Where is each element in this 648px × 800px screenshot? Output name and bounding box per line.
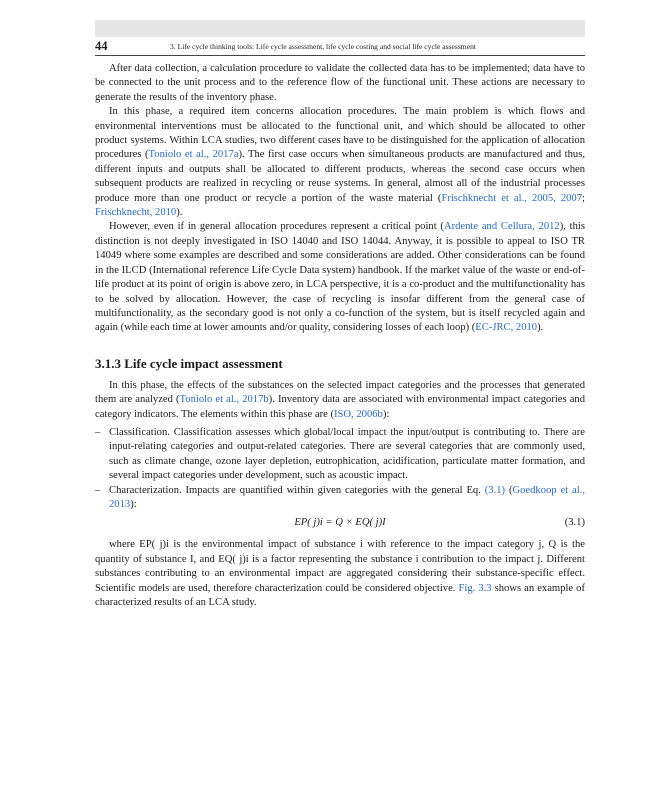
page-header	[95, 39, 585, 56]
citation-link[interactable]: Toniolo et al., 2017a	[148, 149, 239, 161]
paragraph-impact-assessment: In this phase, the effects of the substances on the selected impact categories and the processes that generated them are analyzed (Toniolo et al., 2017b). Inventory data are associated with environmental impact categories and category indicators. The elements within this phase are (ISO, 2006b):	[95, 379, 585, 420]
citation-link[interactable]: ISO, 2006b	[333, 408, 383, 420]
citation-link[interactable]: Goedkoop et al., 2013	[109, 484, 585, 510]
citation-link[interactable]: Ardente and Cellura, 2012	[443, 221, 560, 233]
page-number: 44	[95, 39, 108, 53]
citation-link[interactable]: EC-JRC, 2010	[475, 322, 538, 334]
equation-number: (3.1)	[564, 517, 585, 529]
paragraph-iso-allocation: However, even if in general allocation procedures represent a critical point (Ardente and Cellura, 2012), this distinction is not deeply investigated in ISO 14040 and ISO 14044. Anyway, it is possible to appeal to ISO TR 14049 where some examples are described and some considerations are added. Other considerations can be found in the ILCD (International reference Life Cycle Data system) handbook. If the market value of the waste or end-of-life product at its point of origin is above zero, in LCA perspective, it is a co-product and the multifunctionality has to be solved by allocation. However, the case of recycling is insofar different from the general case of multifunctionality, as the secondary good is not only a co-function of the system, but is itself recycled again and again (while each time at lower amounts and/or quality, considering losses of each loop) (EC-JRC, 2010).	[95, 221, 585, 334]
paragraph-characterization: where EP( j)i is the environmental impact of substance i with reference to the impact category j, Q is the quantity of substance I, and EQ( j)i is a factor representing the substance i contribution to the impact j. Different substances contributing to an environmental impact are aggregated considering their substance-specific effect. Scientific models are used, therefore characterization could be considered objective. Fig. 3.3 shows an example of characterized results of an LCA study.	[95, 539, 585, 608]
equation-link[interactable]: (3.1)	[484, 484, 506, 496]
element-list	[95, 426, 585, 512]
figure-link[interactable]: Fig. 3.3	[458, 582, 492, 594]
section-heading: 3.1.3 Life cycle impact assessment	[95, 355, 283, 371]
equation	[95, 513, 585, 535]
list-item-classification: – Classification. Classification assesses which global/local impact the input/output is contributing to. There are input-relating categories and output-related categories. There are several categories that are commonly used, such as climate change, ozone layer depletion, eutrophication, acidification, particulate matter formation, and several impact categories under development, such as acoustic impact.	[95, 426, 585, 484]
citation-link[interactable]: Frischknecht et al., 2005, 2007	[441, 192, 583, 204]
running-head: 3. Life cycle thinking tools: Life cycle assessment, life cycle costing and social life cycle assessment	[170, 42, 476, 51]
citation-link[interactable]: Toniolo et al., 2017b	[179, 394, 269, 406]
equation-body: EP( j)i = Q × EQ( j)I	[294, 517, 386, 529]
header-bar	[95, 20, 585, 37]
paragraph-data-validation: After data collection, a calculation procedure to validate the collected data has to be implemented; data have to be connected to the unit process and to the reference flow of the functional unit. These actions are necessary to generate the results of the inventory phase.	[95, 63, 585, 103]
list-item-characterization: – Characterization. Impacts are quantified within given categories with the general Eq. (3.1) (Goedkoop et al., 2013):	[95, 484, 585, 513]
paragraph-allocation: In this phase, a required item concerns allocation procedures. The main problem is which flows and environmental interventions must be allocated to the functional unit, and which should be allocated to other product systems. Within LCA studies, two different cases have to be distinguished for the application of allocation procedures (Toniolo et al., 2017a). The first case occurs when simultaneous products are manufactured and thus, different inputs and outputs shall be allocated to different products, whereas the second case occurs when subsequent products are realized in recycling or reuse systems. In general, almost all of the industrial processes produce more than one product or recycle a portion of the waste material (Frischknecht et al., 2005, 2007; Frischknecht, 2010).	[95, 106, 585, 219]
citation-link[interactable]: Frischknecht, 2010	[95, 207, 177, 219]
page-body	[95, 62, 585, 610]
